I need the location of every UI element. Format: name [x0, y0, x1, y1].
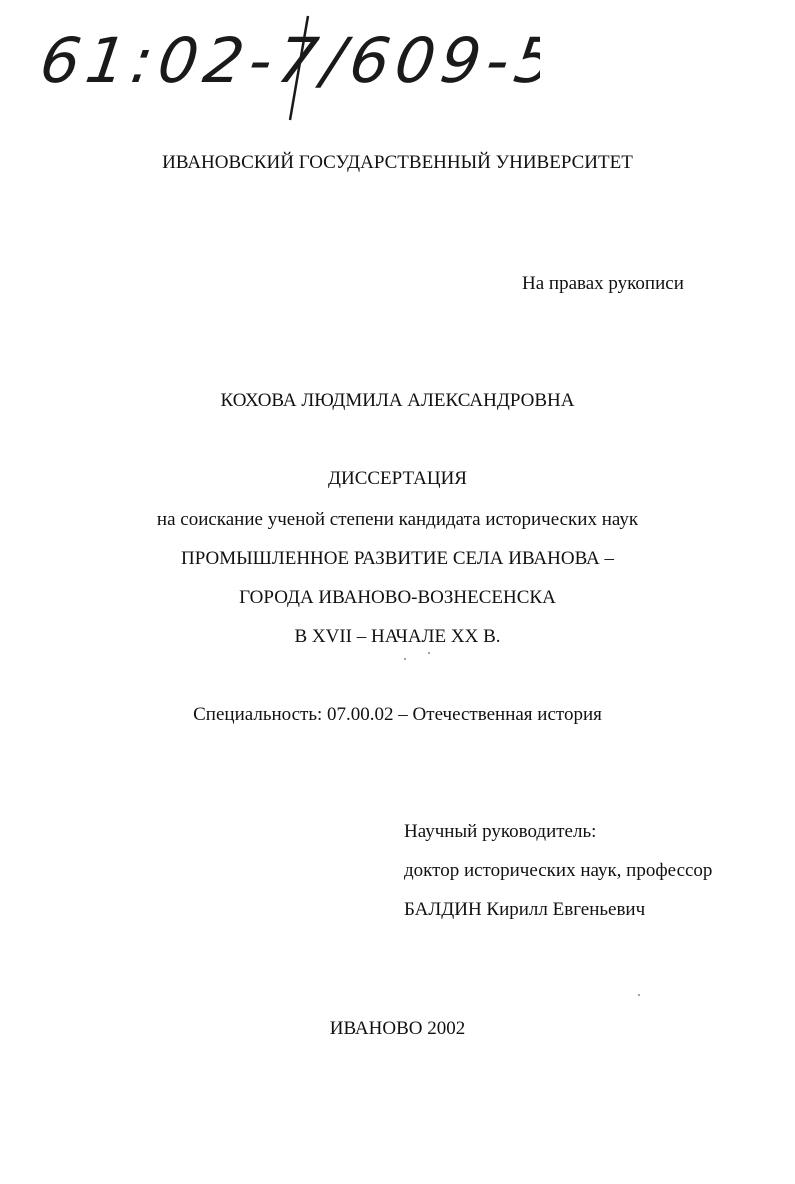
supervisor-heading: Научный руководитель:: [404, 821, 597, 842]
university-name: ИВАНОВСКИЙ ГОСУДАРСТВЕННЫЙ УНИВЕРСИТЕТ: [162, 152, 633, 173]
handwritten-archive-code: [40, 10, 540, 130]
city-year: ИВАНОВО 2002: [329, 1018, 466, 1039]
manuscript-rights: На правах рукописи: [522, 273, 684, 294]
archive-code-text: 61:02-7/609-5: [40, 24, 540, 97]
document-type: ДИССЕРТАЦИЯ: [328, 468, 467, 489]
supervisor-title: доктор исторических наук, профессор: [404, 860, 713, 881]
supervisor-name: БАЛДИН Кирилл Евгеньевич: [404, 899, 646, 920]
scan-speck: [404, 658, 406, 660]
title-line-1: ПРОМЫШЛЕННОЕ РАЗВИТИЕ СЕЛА ИВАНОВА –: [180, 548, 615, 569]
title-line-2: ГОРОДА ИВАНОВО-ВОЗНЕСЕНСКА: [239, 587, 556, 608]
scan-speck: [428, 652, 430, 654]
degree-line: на соискание ученой степени кандидата исторических наук: [156, 509, 639, 530]
title-line-3: В XVII – НАЧАЛЕ XX В.: [294, 626, 501, 647]
specialty: Специальность: 07.00.02 – Отечественная история: [193, 704, 602, 725]
scan-speck: [638, 994, 640, 996]
author-name: КОХОВА ЛЮДМИЛА АЛЕКСАНДРОВНА: [220, 390, 575, 411]
